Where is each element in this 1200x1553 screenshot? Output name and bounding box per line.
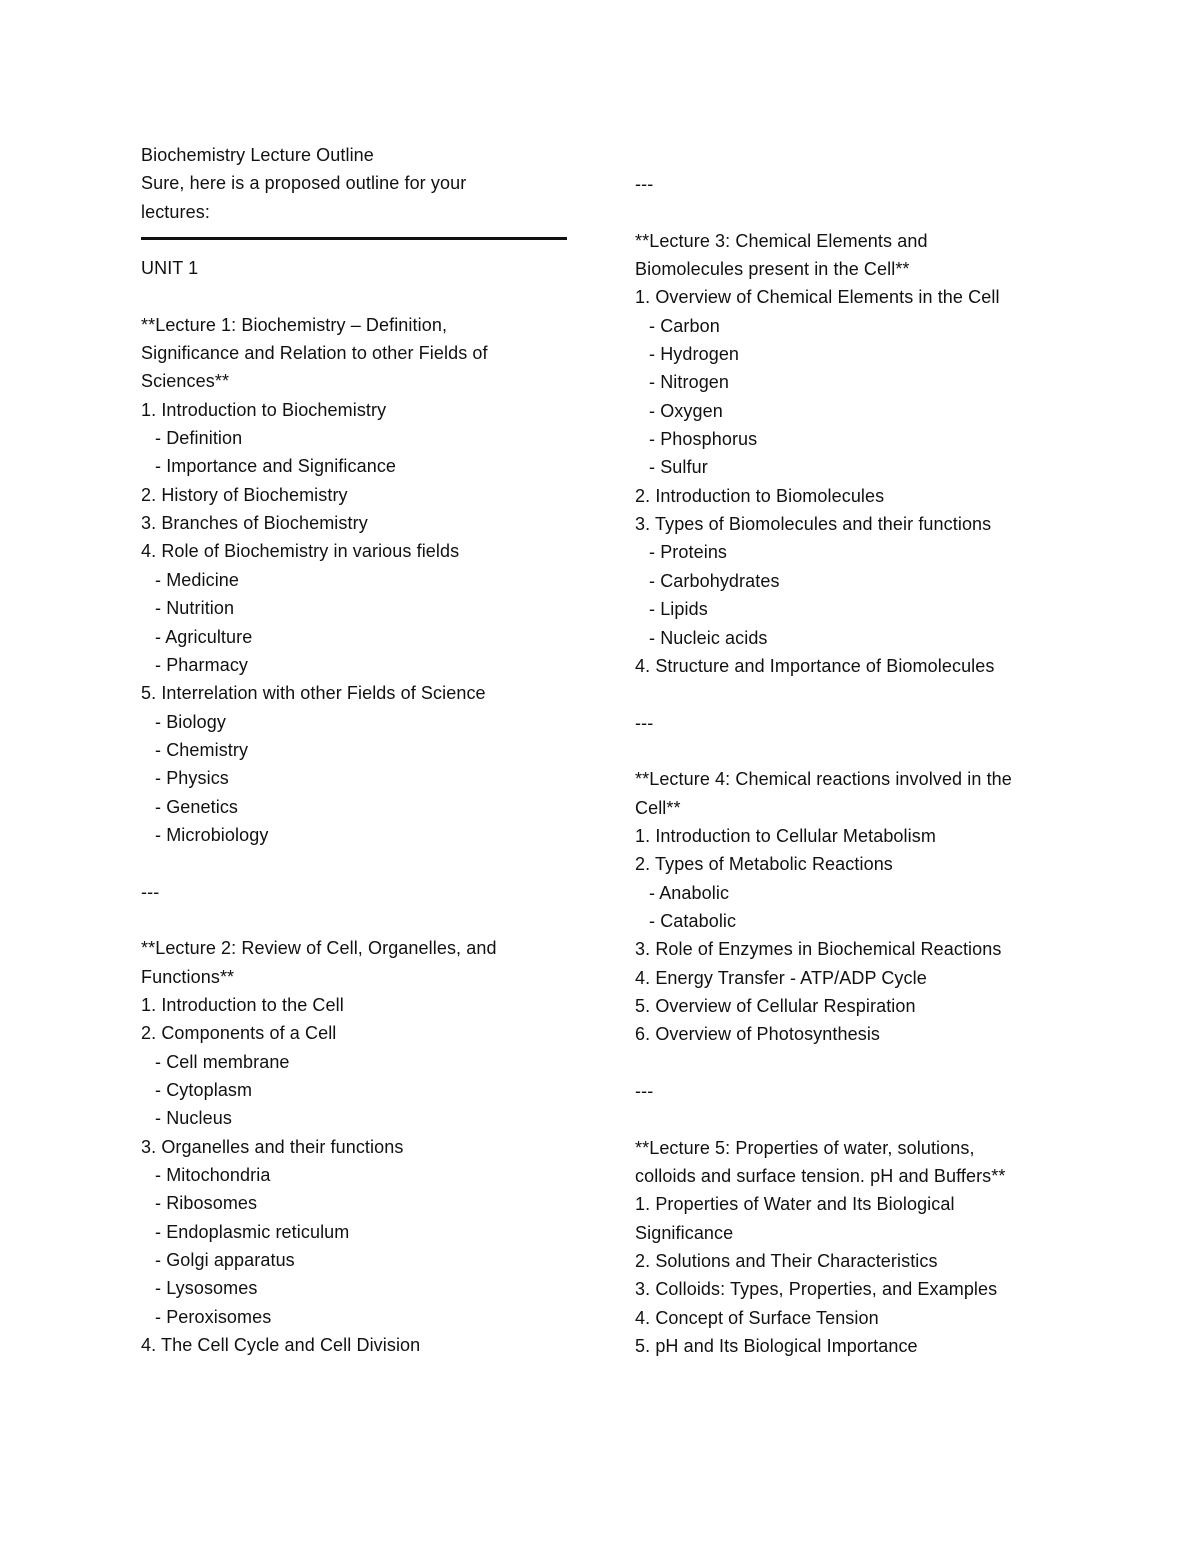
list-subitem: - Mitochondria [155, 1165, 271, 1186]
lecture-2-title-line-2: Functions** [141, 966, 235, 987]
list-item: 3. Organelles and their functions [141, 1136, 404, 1157]
list-item: 1. Properties of Water and Its Biological [635, 1194, 955, 1215]
lecture-3-title-line-2: Biomolecules present in the Cell** [635, 259, 910, 280]
list-subitem: - Importance and Significance [155, 456, 397, 477]
list-subitem: - Agriculture [155, 626, 253, 647]
list-subitem: - Lipids [649, 599, 708, 620]
list-item: 1. Introduction to the Cell [141, 994, 344, 1015]
separator: --- [635, 174, 654, 194]
list-subitem: - Definition [155, 428, 243, 449]
separator: --- [635, 1081, 654, 1101]
list-subitem: - Peroxisomes [155, 1306, 272, 1327]
list-subitem: - Physics [155, 768, 229, 789]
list-item: 4. Structure and Importance of Biomolecules [635, 655, 995, 676]
list-item: 2. Solutions and Their Characteristics [635, 1251, 938, 1272]
intro-text-line-2: lectures: [141, 201, 210, 222]
spacer [635, 198, 1065, 226]
spacer [141, 282, 571, 310]
list-item: 1. Introduction to Cellular Metabolism [635, 825, 936, 846]
list-subitem: - Catabolic [649, 910, 737, 931]
list-subitem: - Pharmacy [155, 654, 249, 675]
list-item: 2. Types of Metabolic Reactions [635, 854, 893, 875]
spacer [635, 1049, 1065, 1077]
list-subitem: - Nucleus [155, 1108, 232, 1129]
lecture-3-title-line-1: **Lecture 3: Chemical Elements and [635, 230, 928, 251]
right-column [635, 170, 1065, 1360]
intro-text-line-1: Sure, here is a proposed outline for your [141, 173, 467, 194]
list-item: 3. Role of Enzymes in Biochemical Reactions [635, 939, 1002, 960]
list-item: 2. History of Biochemistry [141, 484, 348, 505]
list-subitem: - Ribosomes [155, 1193, 258, 1214]
list-item: 3. Types of Biomolecules and their functions [635, 514, 992, 535]
list-item: 3. Branches of Biochemistry [141, 513, 368, 534]
list-subitem: - Biology [155, 711, 226, 732]
list-item: 2. Components of a Cell [141, 1023, 337, 1044]
list-item: 5. Interrelation with other Fields of Science [141, 683, 486, 704]
lecture-4-title-line-1: **Lecture 4: Chemical reactions involved in the [635, 769, 1012, 790]
list-subitem: - Hydrogen [649, 344, 740, 365]
list-subitem: - Nutrition [155, 598, 235, 619]
list-subitem: - Carbohydrates [649, 570, 780, 591]
horizontal-rule [141, 237, 567, 240]
list-subitem: - Nucleic acids [649, 627, 768, 648]
list-subitem: - Nitrogen [649, 372, 730, 393]
separator: --- [635, 712, 654, 733]
lecture-1-title-line-3: Sciences** [141, 371, 230, 392]
spacer [635, 680, 1065, 708]
lecture-5-title-line-1: **Lecture 5: Properties of water, solutions, [635, 1137, 975, 1158]
list-subitem: - Genetics [155, 796, 239, 817]
separator: --- [141, 881, 160, 902]
list-subitem: - Lysosomes [155, 1278, 258, 1299]
list-item: 6. Overview of Photosynthesis [635, 1024, 881, 1045]
list-subitem: - Medicine [155, 569, 240, 590]
list-subitem: - Cytoplasm [155, 1080, 253, 1100]
lecture-1-title-line-2: Significance and Relation to other Fields of [141, 343, 488, 364]
lecture-2-title-line-1: **Lecture 2: Review of Cell, Organelles, and [141, 938, 497, 959]
list-item: 3. Colloids: Types, Properties, and Examples [635, 1279, 998, 1300]
list-item: 5. pH and Its Biological Importance [635, 1336, 918, 1357]
list-item: 4. Concept of Surface Tension [635, 1307, 879, 1328]
spacer [635, 1105, 1065, 1133]
list-subitem: - Proteins [649, 542, 728, 563]
list-subitem: - Chemistry [155, 739, 249, 760]
list-subitem: - Endoplasmic reticulum [155, 1221, 350, 1242]
list-subitem: - Phosphorus [649, 429, 758, 450]
spacer [635, 737, 1065, 765]
list-subitem: - Cell membrane [155, 1051, 290, 1072]
list-item: 1. Introduction to Biochemistry [141, 399, 387, 420]
list-subitem: - Sulfur [649, 457, 708, 478]
list-item: 5. Overview of Cellular Respiration [635, 995, 916, 1016]
lecture-5-title-line-2: colloids and surface tension. pH and Buffers** [635, 1166, 1006, 1187]
list-subitem: - Golgi apparatus [155, 1250, 295, 1271]
lecture-1-title-line-1: **Lecture 1: Biochemistry – Definition, [141, 314, 448, 335]
list-subitem: - Oxygen [649, 400, 723, 421]
list-item: 4. Role of Biochemistry in various fields [141, 541, 460, 562]
list-item-continuation: Significance [635, 1222, 734, 1243]
list-subitem: - Microbiology [155, 824, 269, 845]
lecture-4-title-line-2: Cell** [635, 797, 681, 818]
list-item: 2. Introduction to Biomolecules [635, 485, 885, 506]
list-item: 1. Overview of Chemical Elements in the Cell [635, 287, 1000, 308]
list-item: 4. The Cell Cycle and Cell Division [141, 1335, 421, 1356]
left-column [141, 141, 571, 1359]
document-title: Biochemistry Lecture Outline [141, 145, 374, 165]
list-item: 4. Energy Transfer - ATP/ADP Cycle [635, 967, 927, 988]
spacer [141, 849, 571, 877]
spacer [141, 906, 571, 934]
list-subitem: - Anabolic [649, 882, 730, 903]
list-subitem: - Carbon [649, 315, 720, 336]
unit-heading: UNIT 1 [141, 258, 199, 279]
